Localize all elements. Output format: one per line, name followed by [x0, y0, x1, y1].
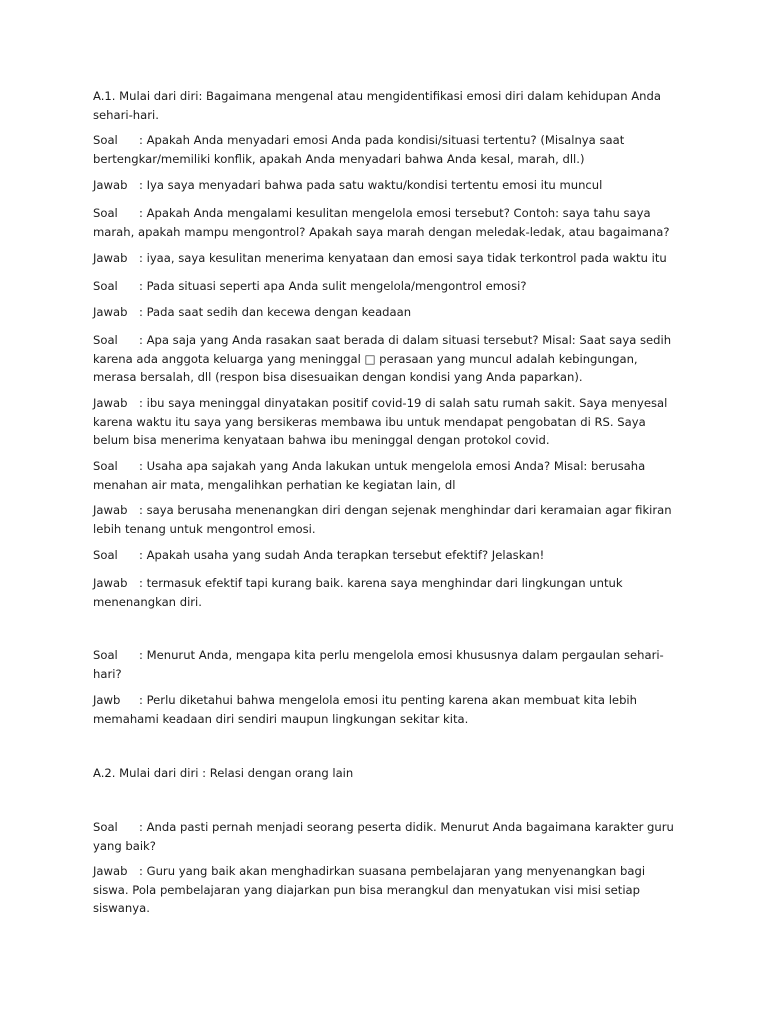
entry-text: : Apakah Anda mengalami kesulitan mengelola emosi tersebut? Contoh: saya tahu saya marah, apakah mampu mengontrol? Apakah saya marah dengan meledak-ledak, atau bagaimana? — [93, 206, 670, 239]
entry-label: Soal — [93, 459, 118, 473]
entry-label: Jawab — [93, 864, 128, 878]
entry-text: : saya berusaha menenangkan diri dengan sejenak menghindar dari keramaian agar fikiran lebih tenang untuk mengontrol emosi. — [93, 503, 672, 536]
entry-label: Jawab — [93, 251, 128, 265]
question-6 — [93, 546, 678, 565]
entry-text: : Anda pasti pernah menjadi seorang peserta didik. Menurut Anda bagaimana karakter guru yang baik? — [93, 820, 674, 853]
answer-2 — [93, 249, 678, 268]
section-heading-a2: A.2. Mulai dari diri : Relasi dengan orang lain — [93, 766, 354, 780]
entry-text: : Pada situasi seperti apa Anda sulit mengelola/mengontrol emosi? — [139, 279, 527, 293]
answer-7 — [93, 691, 678, 728]
question-4 — [93, 331, 678, 387]
entry-label: Jawab — [93, 503, 128, 517]
question-8 — [93, 818, 678, 855]
question-5 — [93, 457, 678, 494]
entry-label: Jawab — [93, 396, 128, 410]
entry-text: : Iya saya menyadari bahwa pada satu waktu/kondisi tertentu emosi itu muncul — [139, 178, 603, 192]
entry-label: Soal — [93, 648, 118, 662]
entry-label: Jawab — [93, 576, 128, 590]
entry-label: Soal — [93, 333, 118, 347]
question-2 — [93, 204, 678, 241]
entry-label: Soal — [93, 820, 118, 834]
entry-label: Soal — [93, 548, 118, 562]
entry-text: : Pada saat sedih dan kecewa dengan keadaan — [139, 305, 412, 319]
entry-text: : Guru yang baik akan menghadirkan suasana pembelajaran yang menyenangkan bagi siswa. Pola pembelajaran yang diajarkan pun bisa merangkul dan menyatukan visi misi setiap siswanya. — [93, 864, 646, 915]
answer-6 — [93, 574, 678, 611]
answer-8 — [93, 862, 678, 918]
entry-text: : Apakah usaha yang sudah Anda terapkan tersebut efektif? Jelaskan! — [139, 548, 545, 562]
entry-label: Jawab — [93, 178, 128, 192]
entry-text: : iyaa, saya kesulitan menerima kenyataan dan emosi saya tidak terkontrol pada waktu itu — [139, 251, 667, 265]
question-1 — [93, 131, 678, 168]
entry-text: : Perlu diketahui bahwa mengelola emosi itu penting karena akan membuat kita lebih memahami keadaan diri sendiri maupun lingkungan sekitar kita. — [93, 693, 637, 726]
entry-text: : ibu saya meninggal dinyatakan positif covid-19 di salah satu rumah sakit. Saya menyesal karena waktu itu saya yang bersikeras membawa ibu untuk mendapat pengobatan di RS. Saya belum bisa menerima kenyataan bahwa ibu meninggal dengan protokol covid. — [93, 396, 668, 447]
entry-label: Jawb — [93, 693, 121, 707]
section-heading-a1: A.1. Mulai dari diri: Bagaimana mengenal atau mengidentifikasi emosi diri dalam kehidupan Anda sehari-hari. — [93, 89, 661, 122]
entry-text: : Apakah Anda menyadari emosi Anda pada kondisi/situasi tertentu? (Misalnya saat bertengkar/memiliki konflik, apakah Anda menyadari bahwa Anda kesal, marah, dll.) — [93, 133, 625, 166]
question-7 — [93, 646, 678, 683]
entry-text: : termasuk efektif tapi kurang baik. karena saya menghindar dari lingkungan untuk menenangkan diri. — [93, 576, 623, 609]
question-3 — [93, 277, 678, 296]
entry-label: Jawab — [93, 305, 128, 319]
entry-label: Soal — [93, 133, 118, 147]
entry-label: Soal — [93, 206, 118, 220]
entry-label: Soal — [93, 279, 118, 293]
answer-3 — [93, 303, 678, 322]
entry-text: : Menurut Anda, mengapa kita perlu mengelola emosi khususnya dalam pergaulan sehari-hari? — [93, 648, 664, 681]
answer-4 — [93, 394, 678, 450]
entry-text: : Apa saja yang Anda rasakan saat berada di dalam situasi tersebut? Misal: Saat saya sedih karena ada anggota keluarga yang meninggal □ perasaan yang muncul adalah kebingungan, merasa bersalah, dll (respon bisa disesuaikan dengan kondisi yang Anda paparkan). — [93, 333, 672, 384]
entry-text: : Usaha apa sajakah yang Anda lakukan untuk mengelola emosi Anda? Misal: berusaha menahan air mata, mengalihkan perhatian ke kegiatan lain, dl — [93, 459, 646, 492]
answer-5 — [93, 501, 678, 538]
answer-1 — [93, 176, 678, 195]
